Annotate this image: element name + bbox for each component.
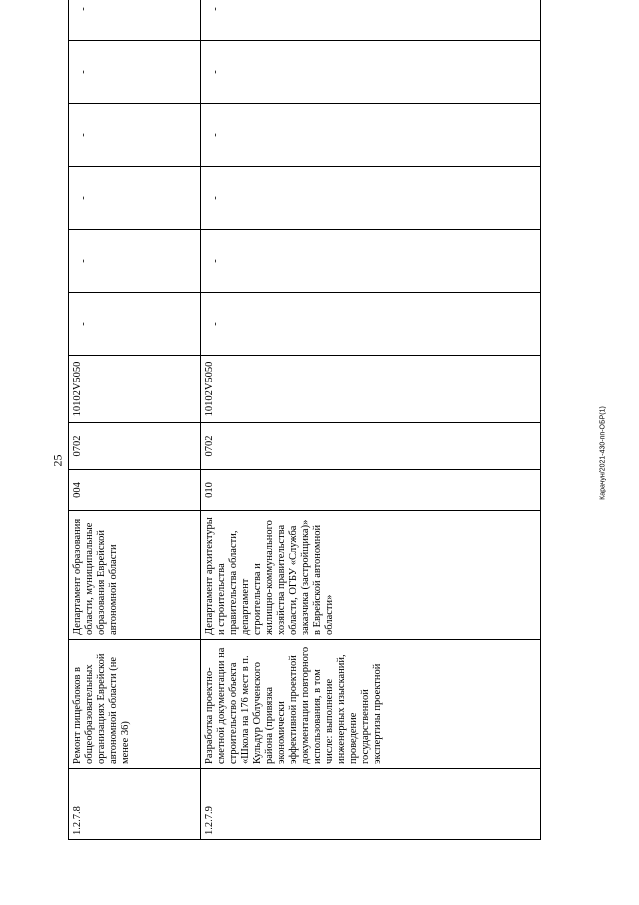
budget-code: 004: [69, 470, 201, 511]
value-cell: -: [201, 104, 541, 167]
value-cell: -: [69, 167, 201, 230]
budget-code: 010: [201, 470, 541, 511]
page-number: 25: [50, 454, 65, 467]
value-cell: -: [69, 230, 201, 293]
section-code: 0702: [69, 423, 201, 470]
value-cell: -: [69, 293, 201, 356]
row-number: 1.2.7.8: [69, 769, 201, 840]
table-row: [69, 0, 201, 840]
activity-name: Ремонт пищеблоков в общеобразовательных организациях Еврейской автономной области (не менее 36): [69, 640, 201, 769]
value-cell: -: [201, 167, 541, 230]
section-code: 0702: [201, 423, 541, 470]
value-cell: -: [69, 0, 201, 41]
target-article-code: 10102V5050: [201, 356, 541, 423]
responsible-department: Департамент архитектуры и строительства правительства области, департамент строительства и жилищно-коммунального хозяйства правительства области, ОГБУ «Служба заказчика (застройщика)» в Еврейской автономной области»: [201, 511, 541, 640]
value-cell: -: [201, 230, 541, 293]
value-cell: -: [201, 41, 541, 104]
activity-name: Разработка проектно-сметной документации на строительство объекта «Школа на 176 мест в п. Кульдур Облученского района (привязка экономически эффективной проектной документации повторного использования, в том числе: выполнение инженерных изысканий, проведение государственной экспертизы проектной: [201, 640, 541, 769]
target-article-code: 10102V5050: [69, 356, 201, 423]
value-cell: -: [201, 293, 541, 356]
table-row: [201, 0, 541, 840]
program-table: [68, 7, 540, 840]
document-side-note: Карачун/2021-430-пп-ОБР(1): [599, 406, 607, 500]
value-cell: -: [69, 41, 201, 104]
responsible-department: Департамент образования области, муниципальные образования Еврейской автономной области: [69, 511, 201, 640]
value-cell: -: [201, 0, 541, 41]
row-number: 1.2.7.9: [201, 769, 541, 840]
value-cell: -: [69, 104, 201, 167]
